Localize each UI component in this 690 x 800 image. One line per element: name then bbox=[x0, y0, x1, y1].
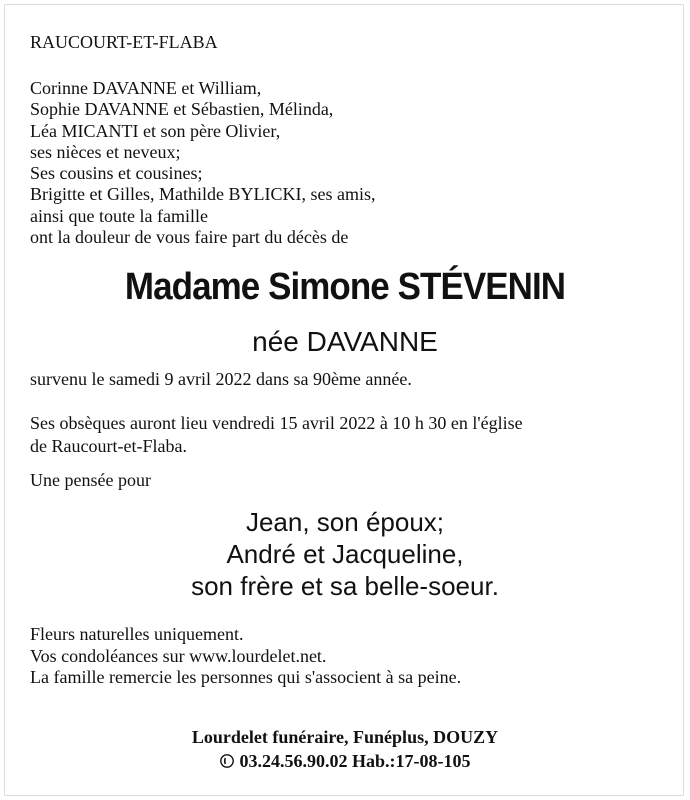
family-line: ont la douleur de vous faire part du décès de bbox=[30, 227, 349, 248]
closing-line: Fleurs naturelles uniquement. bbox=[30, 624, 244, 644]
memory-list bbox=[0, 506, 690, 602]
town-heading: RAUCOURT-ET-FLABA bbox=[30, 32, 218, 52]
memory-line: son frère et sa belle-soeur. bbox=[191, 571, 499, 601]
family-line: ainsi que toute la famille bbox=[30, 205, 208, 226]
closing-line: La famille remercie les personnes qui s'associent à sa peine. bbox=[30, 667, 462, 687]
funeral-home: Lourdelet funéraire, Funéplus, DOUZY bbox=[191, 727, 499, 747]
closing-notes bbox=[30, 624, 461, 689]
family-line: Brigitte et Gilles, Mathilde BYLICKI, ses amis, bbox=[30, 184, 376, 205]
memory-line: Jean, son époux; bbox=[245, 507, 445, 537]
family-line: Corinne DAVANNE et William, bbox=[30, 78, 262, 98]
phone-contact bbox=[0, 751, 690, 772]
family-line: Sophie DAVANNE et Sébastien, Mélinda, bbox=[30, 99, 334, 120]
deceased-name: Madame Simone STÉVENIN bbox=[124, 266, 566, 308]
maiden-name: née DAVANNE bbox=[252, 326, 438, 357]
closing-line: Vos condoléances sur www.lourdelet.net. bbox=[30, 645, 327, 666]
funeral-line: Ses obsèques auront lieu vendredi 15 avril 2022 à 10 h 30 en l'église bbox=[30, 413, 523, 433]
memory-line: André et Jacqueline, bbox=[226, 539, 464, 569]
funeral-details bbox=[30, 413, 523, 459]
family-line: Ses cousins et cousines; bbox=[30, 163, 203, 184]
phone-number: 03.24.56.90.02 Hab.:17-08-105 bbox=[239, 751, 471, 771]
family-line: ses nièces et neveux; bbox=[30, 141, 181, 162]
thought-intro: Une pensée pour bbox=[30, 470, 151, 490]
funeral-line: de Raucourt-et-Flaba. bbox=[30, 436, 187, 456]
family-list bbox=[30, 78, 375, 248]
phone-icon bbox=[220, 751, 234, 772]
death-line: survenu le samedi 9 avril 2022 dans sa 90ème année. bbox=[30, 369, 412, 389]
family-line: Léa MICANTI et son père Olivier, bbox=[30, 120, 281, 141]
